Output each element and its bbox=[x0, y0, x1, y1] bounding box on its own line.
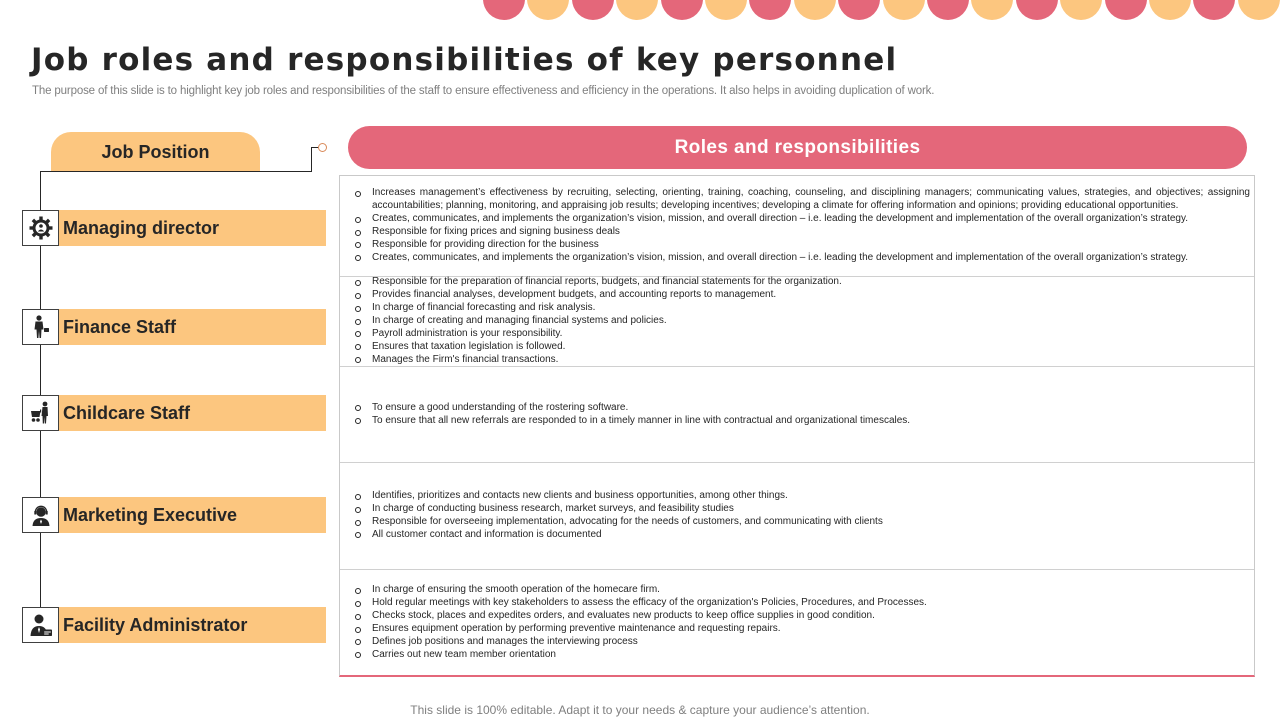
decorative-dot bbox=[705, 0, 747, 20]
businessman-icon bbox=[22, 309, 59, 345]
position-label: Marketing Executive bbox=[63, 504, 238, 525]
decorative-dot bbox=[794, 0, 836, 20]
responsibility-item: Hold regular meetings with key stakeholders to assess the efficacy of the organization's Policies, Procedures, and Processes. bbox=[354, 597, 1250, 610]
footer-note: This slide is 100% editable. Adapt it to your needs & capture your audience’s attention. bbox=[410, 703, 870, 717]
responsibility-item: Identifies, prioritizes and contacts new clients and business opportunities, among other things. bbox=[354, 490, 1250, 503]
responsibility-item: Responsible for fixing prices and signing business deals bbox=[354, 226, 1250, 239]
position-label: Childcare Staff bbox=[63, 402, 191, 423]
responsibility-item: Creates, communicates, and implements the organization’s vision, mission, and overall direction – i.e. leading the development and implementation of the overall organization’s strategy. bbox=[354, 213, 1250, 226]
decorative-dot bbox=[1193, 0, 1235, 20]
responsibilities-table bbox=[339, 175, 1255, 677]
position-managing-director bbox=[22, 210, 326, 246]
responsibility-item: Checks stock, places and expedites orders, and evaluates new products to keep office supplies in good condition. bbox=[354, 610, 1250, 623]
responsibility-item: Increases management’s effectiveness by recruiting, selecting, orienting, training, coaching, counseling, and disciplining managers; communicating values, strategies, and objectives; assigning accountabilities; planning, monitoring, and appraising job results; developing incentives; developing a climate for offering information and opinions; providing educational opportunities. bbox=[354, 187, 1250, 213]
position-childcare-staff bbox=[22, 395, 326, 431]
responsibility-item: Provides financial analyses, development budgets, and accounting reports to management. bbox=[354, 289, 1250, 302]
responsibilities-list bbox=[340, 490, 1254, 542]
job-position-header: Job Position bbox=[51, 132, 260, 172]
headset-user-icon bbox=[22, 497, 59, 533]
responsibility-item: Responsible for the preparation of financial reports, budgets, and financial statements for the organization. bbox=[354, 276, 1250, 289]
responsibilities-list bbox=[340, 187, 1254, 264]
decorative-dot bbox=[1105, 0, 1147, 20]
responsibilities-cell-managing-director bbox=[340, 176, 1254, 277]
page-subtitle: The purpose of this slide is to highlight key job roles and responsibilities of the staff to ensure effectiveness and efficiency in the operations. It also helps in avoiding duplication of work. bbox=[32, 85, 935, 97]
responsibility-item: All customer contact and information is documented bbox=[354, 529, 1250, 542]
decorative-dots bbox=[0, 0, 1280, 22]
responsibilities-cell-facility-administrator bbox=[340, 570, 1254, 676]
position-label: Finance Staff bbox=[63, 316, 177, 337]
responsibility-item: Manages the Firm's financial transactions. bbox=[354, 354, 1250, 367]
responsibility-item: Defines job positions and manages the interviewing process bbox=[354, 636, 1250, 649]
decorative-dot bbox=[1149, 0, 1191, 20]
decorative-dot bbox=[483, 0, 525, 20]
position-finance-staff bbox=[22, 309, 326, 345]
decorative-dot bbox=[572, 0, 614, 20]
decorative-dot bbox=[1016, 0, 1058, 20]
position-label: Managing director bbox=[63, 217, 220, 238]
responsibility-item: Ensures that taxation legislation is followed. bbox=[354, 341, 1250, 354]
responsibility-item: Responsible for overseeing implementation, advocating for the needs of customers, and communicating with clients bbox=[354, 516, 1250, 529]
decorative-dot bbox=[838, 0, 880, 20]
decorative-dot bbox=[749, 0, 791, 20]
roles-header: Roles and responsibilities bbox=[348, 126, 1247, 169]
position-facility-administrator bbox=[22, 607, 326, 643]
responsibility-item: In charge of ensuring the smooth operation of the homecare firm. bbox=[354, 584, 1250, 597]
responsibility-item: To ensure a good understanding of the rostering software. bbox=[354, 402, 1250, 415]
responsibility-item: Payroll administration is your responsibility. bbox=[354, 328, 1250, 341]
decorative-dot bbox=[927, 0, 969, 20]
timeline-horizontal-line bbox=[40, 171, 311, 172]
responsibility-item: Responsible for providing direction for the business bbox=[354, 239, 1250, 252]
decorative-dot bbox=[883, 0, 925, 20]
responsibility-item: In charge of financial forecasting and risk analysis. bbox=[354, 302, 1250, 315]
responsibility-item: Creates, communicates, and implements the organization’s vision, mission, and overall direction – i.e. leading the development and implementation of the overall organization’s strategy. bbox=[354, 252, 1250, 265]
decorative-dot bbox=[616, 0, 658, 20]
responsibility-item: Ensures equipment operation by performing preventive maintenance and requesting repairs. bbox=[354, 623, 1250, 636]
decorative-dot bbox=[1238, 0, 1280, 20]
connector-line bbox=[311, 147, 312, 172]
position-label: Facility Administrator bbox=[63, 614, 248, 635]
responsibilities-list bbox=[340, 276, 1254, 366]
responsibility-item: In charge of creating and managing financial systems and policies. bbox=[354, 315, 1250, 328]
responsibilities-cell-finance-staff bbox=[340, 277, 1254, 367]
responsibilities-cell-marketing-executive bbox=[340, 463, 1254, 570]
responsibility-item: To ensure that all new referrals are responded to in a timely manner in line with contractual and organizational timescales. bbox=[354, 415, 1250, 428]
page-title: Job roles and responsibilities of key personnel bbox=[31, 42, 898, 78]
stroller-icon bbox=[22, 395, 59, 431]
gear-icon bbox=[22, 210, 59, 246]
responsibilities-list bbox=[340, 402, 1254, 428]
decorative-dot bbox=[1060, 0, 1102, 20]
position-marketing-executive bbox=[22, 497, 326, 533]
responsibilities-cell-childcare-staff bbox=[340, 367, 1254, 463]
admin-user-icon bbox=[22, 607, 59, 643]
responsibilities-list bbox=[340, 584, 1254, 661]
connector-circle bbox=[318, 143, 327, 152]
responsibility-item: Carries out new team member orientation bbox=[354, 649, 1250, 662]
decorative-dot bbox=[971, 0, 1013, 20]
decorative-dot bbox=[661, 0, 703, 20]
decorative-dot bbox=[527, 0, 569, 20]
responsibility-item: In charge of conducting business research, market surveys, and feasibility studies bbox=[354, 503, 1250, 516]
